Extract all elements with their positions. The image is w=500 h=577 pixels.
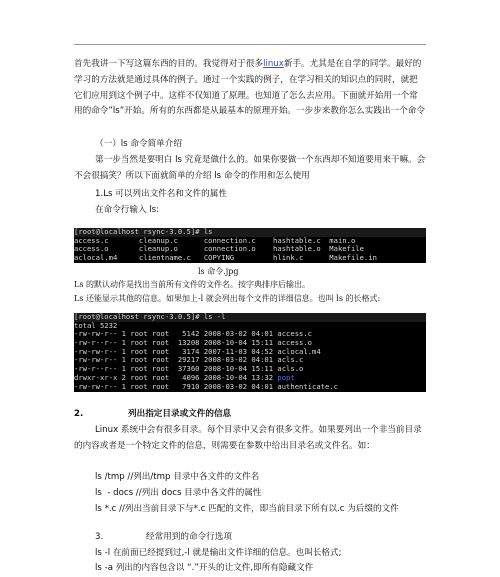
option-ls-l: ls -l 在前面已经提到过,-l 就是输出文件详细的信息。也叫长格式; — [95, 548, 342, 558]
terminal-line: -rw-rw-r-- 1 root root 29217 2008-03-02 04:01 acls.c — [74, 355, 304, 365]
example-ls-wildcard: ls *.c //列出当前目录下与*.c 匹配的文件，即当前目录下所有以.c 为后缀的文件 — [95, 504, 399, 514]
terminal-line: -rw-rw-r-- 1 root root 5142 2008-03-02 04:01 access.c — [74, 329, 312, 339]
ls-long-note: Ls 还能显示其他的信息。如果加上-l 就会列出每个文件的详细信息。也叫 ls 的长格式: — [74, 294, 381, 303]
terminal-line: access.o cleanup.o connection.o hashtable.o Makefile — [74, 244, 364, 254]
step1-subtitle: 在命令行输入 ls: — [95, 205, 160, 215]
section3-title: 经常用到的命令行选项 — [146, 532, 232, 542]
terminal-line: -rw-r--r-- 1 root root 37360 2008-10-04 15:11 acls.o — [74, 364, 304, 374]
section2-paragraph: Linux 系统中会有很多目录。每个目录中又会有很多文件。如果要列出一个非当前目录的内容或者是一个特定文件的信息，则需要在参数中给出目录名或文件名。如： — [74, 425, 422, 451]
section1-paragraph: 第一步当然是要明白 ls 究竟是做什么的。如果你要做一个东西却不知道要用来干嘛。会不会很搞笑？所以下面就简单的介绍 ls 命令的作用和怎么使用 — [74, 155, 426, 181]
terminal-dir-name: popt — [277, 372, 295, 382]
terminal-line: access.c cleanup.c connection.c hashtable.c main.o — [74, 235, 356, 245]
example-ls-docs: ls - docs //列出 docs 目录中各文件的属性 — [95, 488, 262, 498]
terminal-dir-line: drwxr-xr-x 2 root root 4096 2008-10-04 13:32 — [74, 372, 278, 382]
section2-title: 列出指定目录或文件的信息 — [128, 409, 232, 419]
ls-default-note: Ls 的默认动作是找出当前所有文件的文件名。按字典排序后输出。 — [74, 280, 310, 289]
option-ls-a: ls -a 列出的内容包含以 “.”开头的让文件,即所有隐藏文件 — [95, 563, 314, 573]
terminal-screenshot-ls-l — [74, 313, 426, 392]
terminal-screenshot-ls — [74, 228, 426, 263]
intro-text-a: 首先我讲一下写这篇东西的目的。我觉得对于很多 — [74, 59, 264, 69]
terminal-line: aclocal.m4 clientname.c COPYING hlink.c Makefile.in — [74, 253, 377, 263]
section2-number: 2. — [74, 409, 84, 419]
terminal-line: [root@localhost rsync-3.0.5]# ls — [74, 228, 426, 237]
section3-number: 3. — [95, 532, 104, 542]
image-caption: ls 命令.jpg — [198, 267, 239, 276]
intro-text-b: 新手。尤其是在自学的同学。最好的学习的方法就是通过具体的例子。通过一个实践的例子，在学习相关的知识点的同时，就把它们应用到这个例子中。这样不仅知道了原理。也知道了怎么去应用。下面就开始用一个常用的命令”ls”开始。所有的东西都是从最基本的原理开始。一步步来教你怎么实践出一个命令 — [74, 59, 425, 117]
section1-heading: （一）ls 命令简单介绍 — [95, 139, 182, 149]
linux-link[interactable]: linux — [263, 59, 284, 69]
terminal-line: -rw-r--r-- 1 root root 13208 2008-10-04 15:11 access.o — [74, 338, 312, 348]
step1-title: 1.Ls 可以列出文件名和文件的属性 — [95, 189, 227, 199]
header-rule — [74, 44, 426, 45]
example-ls-tmp: ls /tmp //列出/tmp 目录中各文件的文件名 — [95, 472, 260, 482]
terminal-line: -rw-rw-r-- 1 root root 7910 2008-03-02 04:01 authenticate.c — [74, 381, 338, 391]
terminal-line: [root@localhost rsync-3.0.5]# ls -l — [74, 313, 426, 322]
terminal-line: total 5232 — [74, 320, 118, 330]
terminal-line: -rw-rw-r-- 1 root root 3174 2007-11-03 04:52 aclocal.m4 — [74, 346, 321, 356]
intro-paragraph — [74, 57, 426, 120]
